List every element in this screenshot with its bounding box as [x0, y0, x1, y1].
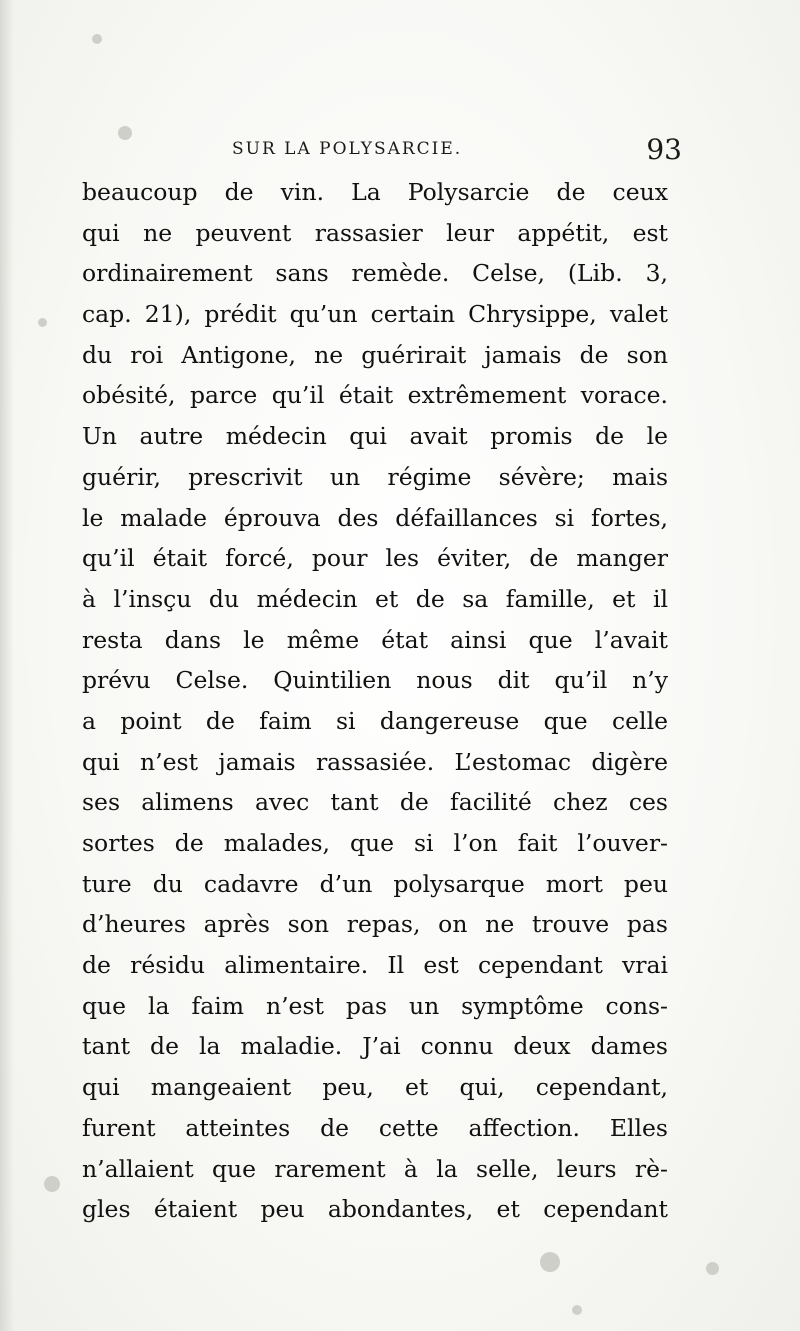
text-line: ses alimens avec tant de facilité chez ces: [82, 788, 668, 817]
text-line: tant de la maladie. J’ai connu deux dames: [82, 1032, 668, 1061]
text-line: sortes de malades, que si l’on fait l’ouver-: [82, 829, 668, 857]
paper-speck: [540, 1252, 560, 1272]
paper-speck: [44, 1176, 60, 1192]
text-line: resta dans le même état ainsi que l’avait: [82, 625, 668, 654]
running-head: SUR LA POLYSARCIE.: [232, 139, 463, 159]
text-line: qui n’est jamais rassasiée. L’estomac digère: [82, 747, 668, 776]
text-line: qui ne peuvent rassasier leur appétit, est: [82, 218, 668, 247]
text-line: a point de faim si dangereuse que celle: [82, 706, 668, 735]
text-line: cap. 21), prédit qu’un certain Chrysippe, valet: [82, 300, 668, 329]
paper-speck: [706, 1262, 719, 1275]
text-line: guérir, prescrivit un régime sévère; mais: [82, 462, 668, 491]
text-line: ordinairement sans remède. Celse, (Lib. 3,: [82, 259, 668, 288]
text-line: ture du cadavre d’un polysarque mort peu: [82, 869, 668, 898]
page-number: 93: [646, 133, 682, 166]
paper-speck: [572, 1305, 582, 1315]
text-line: de résidu alimentaire. Il est cependant vrai: [82, 951, 668, 980]
page-header: [82, 133, 682, 173]
text-line: qui mangeaient peu, et qui, cependant,: [82, 1073, 668, 1102]
text-line: furent atteintes de cette affection. Elles: [82, 1113, 668, 1142]
text-line: d’heures après son repas, on ne trouve pas: [82, 910, 668, 939]
text-line: obésité, parce qu’il était extrêmement vorace.: [82, 381, 668, 410]
paper-speck: [38, 318, 47, 327]
text-line: gles étaient peu abondantes, et cependant: [82, 1195, 668, 1224]
text-line: n’allaient que rarement à la selle, leurs rè-: [82, 1154, 668, 1183]
text-line: Un autre médecin qui avait promis de le: [82, 422, 668, 451]
page-left-edge-shadow: [0, 0, 14, 1331]
text-line: beaucoup de vin. La Polysarcie de ceux: [82, 178, 668, 206]
text-line: que la faim n’est pas un symptôme cons-: [82, 991, 668, 1020]
paper-speck: [92, 34, 102, 44]
text-line: à l’insçu du médecin et de sa famille, et il: [82, 584, 668, 613]
body-text: [82, 172, 668, 1230]
text-line: qu’il était forcé, pour les éviter, de manger: [82, 544, 668, 573]
text-line: prévu Celse. Quintilien nous dit qu’il n’y: [82, 666, 668, 695]
text-line: du roi Antigone, ne guérirait jamais de son: [82, 340, 668, 369]
text-line: le malade éprouva des défaillances si fortes,: [82, 503, 668, 532]
